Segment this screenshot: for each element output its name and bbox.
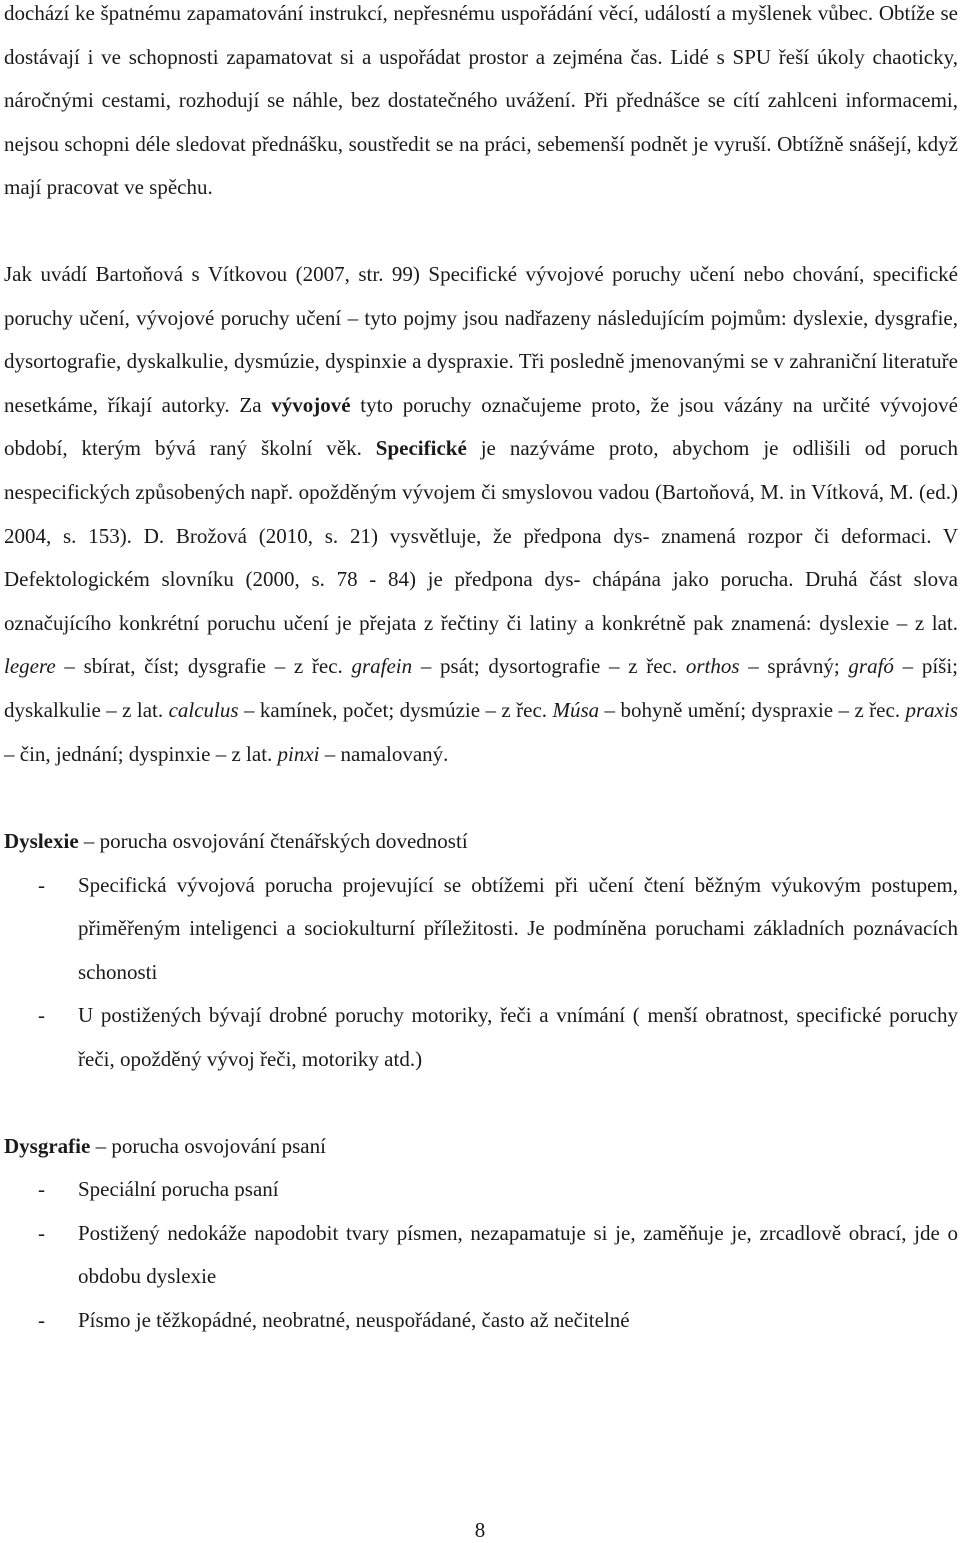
dash-bullet: - <box>38 872 45 897</box>
etymology-orthos: orthos <box>685 654 740 679</box>
text-run: – sbírat, číst; dysgrafie – z řec. <box>55 654 352 679</box>
term-definition: – porucha osvojování čtenářských dovedností <box>78 829 468 854</box>
dash-bullet: - <box>38 1177 45 1202</box>
etymology-calculus: calculus <box>168 697 239 722</box>
text-run: je nazýváme proto, abychom je odlišili od poruch nespecifických způsobených např. opožděným vývojem či smyslovou vadou (Bartoňová, M. in Vítková, M. (ed.) 2004, s. 153). D. Brožová (2010, s. 21) vysvětluje, že předpona dys- znamená rozpor či deformaci. V Defektologickém slovníku (2000, s. 78 - 84) je předpona dys- chápána jako porucha. Druhá část slova označujícího konkrétní poruchu učení je přejata z řečtiny či latiny a konkrétně pak znamená: dyslexie – z lat. <box>4 436 958 635</box>
etymology-praxis: praxis <box>905 697 958 722</box>
etymology-musa: Músa <box>552 697 600 722</box>
list-item-text: Písmo je těžkopádné, neobratné, neuspořádané, často až nečitelné <box>78 1308 630 1333</box>
term-dysgrafie: Dysgrafie <box>4 1133 91 1158</box>
list-item <box>4 864 958 995</box>
paragraph-definitions-intro: Jak uvádí Bartoňová s Vítkovou (2007, str. 99) Specifické vývojové poruchy učení nebo chování, specifické poruchy učení, vývojové poruchy učení – tyto pojmy jsou nadřazeny následujícím pojmům: dyslexie, dysgrafie, dysortografie, dyskalkulie, dysmúzie, dyspinxie a dyspraxie. Tři posledně jmenovanými se v zahraniční literatuře nesetkáme, říkají autorky. <box>4 261 958 417</box>
text-run: Za <box>239 392 272 417</box>
text-run: tyto poruchy označujeme proto, že jsou vázány na určité vývojové období, kterým bývá raný školní věk. <box>4 392 958 461</box>
list-item <box>4 1299 958 1343</box>
list-item <box>4 994 958 1081</box>
bold-term-vyvojove: vývojové <box>271 392 351 417</box>
dash-bullet: - <box>38 1220 45 1245</box>
dash-bullet: - <box>38 1003 45 1028</box>
etymology-pinxi: pinxi <box>277 741 320 766</box>
page-number: 8 <box>474 1518 486 1542</box>
etymology-grafo: grafó <box>848 654 894 679</box>
list-item-text: Specifická vývojová porucha projevující se obtížemi při učení čtení běžným výukovým postupem, přiměřeným inteligenci a sociokulturní příležitosti. Je podmíněna poruchami základních poznávacích schonosti <box>78 872 958 984</box>
dyslexie-list <box>4 864 958 1082</box>
etymology-legere: legere <box>4 654 56 679</box>
section-heading-dysgrafie <box>4 1125 958 1169</box>
text-run: – správný; <box>739 654 849 679</box>
section-heading-dyslexie <box>4 820 958 864</box>
document-page <box>4 0 958 1343</box>
text-run: – namalovaný. <box>319 741 449 766</box>
text-run: – čin, jednání; dyspinxie – z lat. <box>4 741 278 766</box>
text-run: – kamínek, počet; dysmúzie – z řec. <box>238 697 553 722</box>
etymology-grafein: grafein <box>351 654 413 679</box>
term-definition: – porucha osvojování psaní <box>90 1133 326 1158</box>
list-item-text: Postižený nedokáže napodobit tvary písmen, nezapamatuje si je, zaměňuje je, zrcadlově obrací, jde o obdobu dyslexie <box>78 1220 958 1289</box>
bold-term-specificke: Specifické <box>375 436 467 461</box>
paragraph-spu-symptoms: dochází ke špatnému zapamatování instrukcí, nepřesnému uspořádání věcí, událostí a myšlenek vůbec. Obtíže se dostávají i ve schopnosti zapamatovat si a uspořádat prostor a zejména čas. Lidé s SPU řeší úkoly chaoticky, náročnými cestami, rozhodují se náhle, bez dostatečného uvážení. Při přednášce se cítí zahlceni informacemi, nejsou schopni déle sledovat přednášku, soustředit se na práci, sebemenší podnět je vyruší. Obtížně snášejí, když mají pracovat ve spěchu. <box>4 1 958 200</box>
text-run: – psát; dysortografie – z řec. <box>412 654 686 679</box>
list-item-text: Speciální porucha psaní <box>78 1177 279 1202</box>
list-item <box>4 1168 958 1212</box>
dysgrafie-list <box>4 1168 958 1342</box>
dash-bullet: - <box>38 1308 45 1333</box>
list-item <box>4 1212 958 1299</box>
text-run: – bohyně umění; dyspraxie – z řec. <box>599 697 906 722</box>
list-item-text: U postižených bývají drobné poruchy motoriky, řeči a vnímání ( menší obratnost, specifické poruchy řeči, opožděný vývoj řeči, motoriky atd.) <box>78 1003 958 1072</box>
text-run: – píši; dyskalkulie – z lat. <box>4 654 958 722</box>
paragraph-definitions <box>4 253 958 776</box>
term-dyslexie: Dyslexie <box>4 829 79 854</box>
